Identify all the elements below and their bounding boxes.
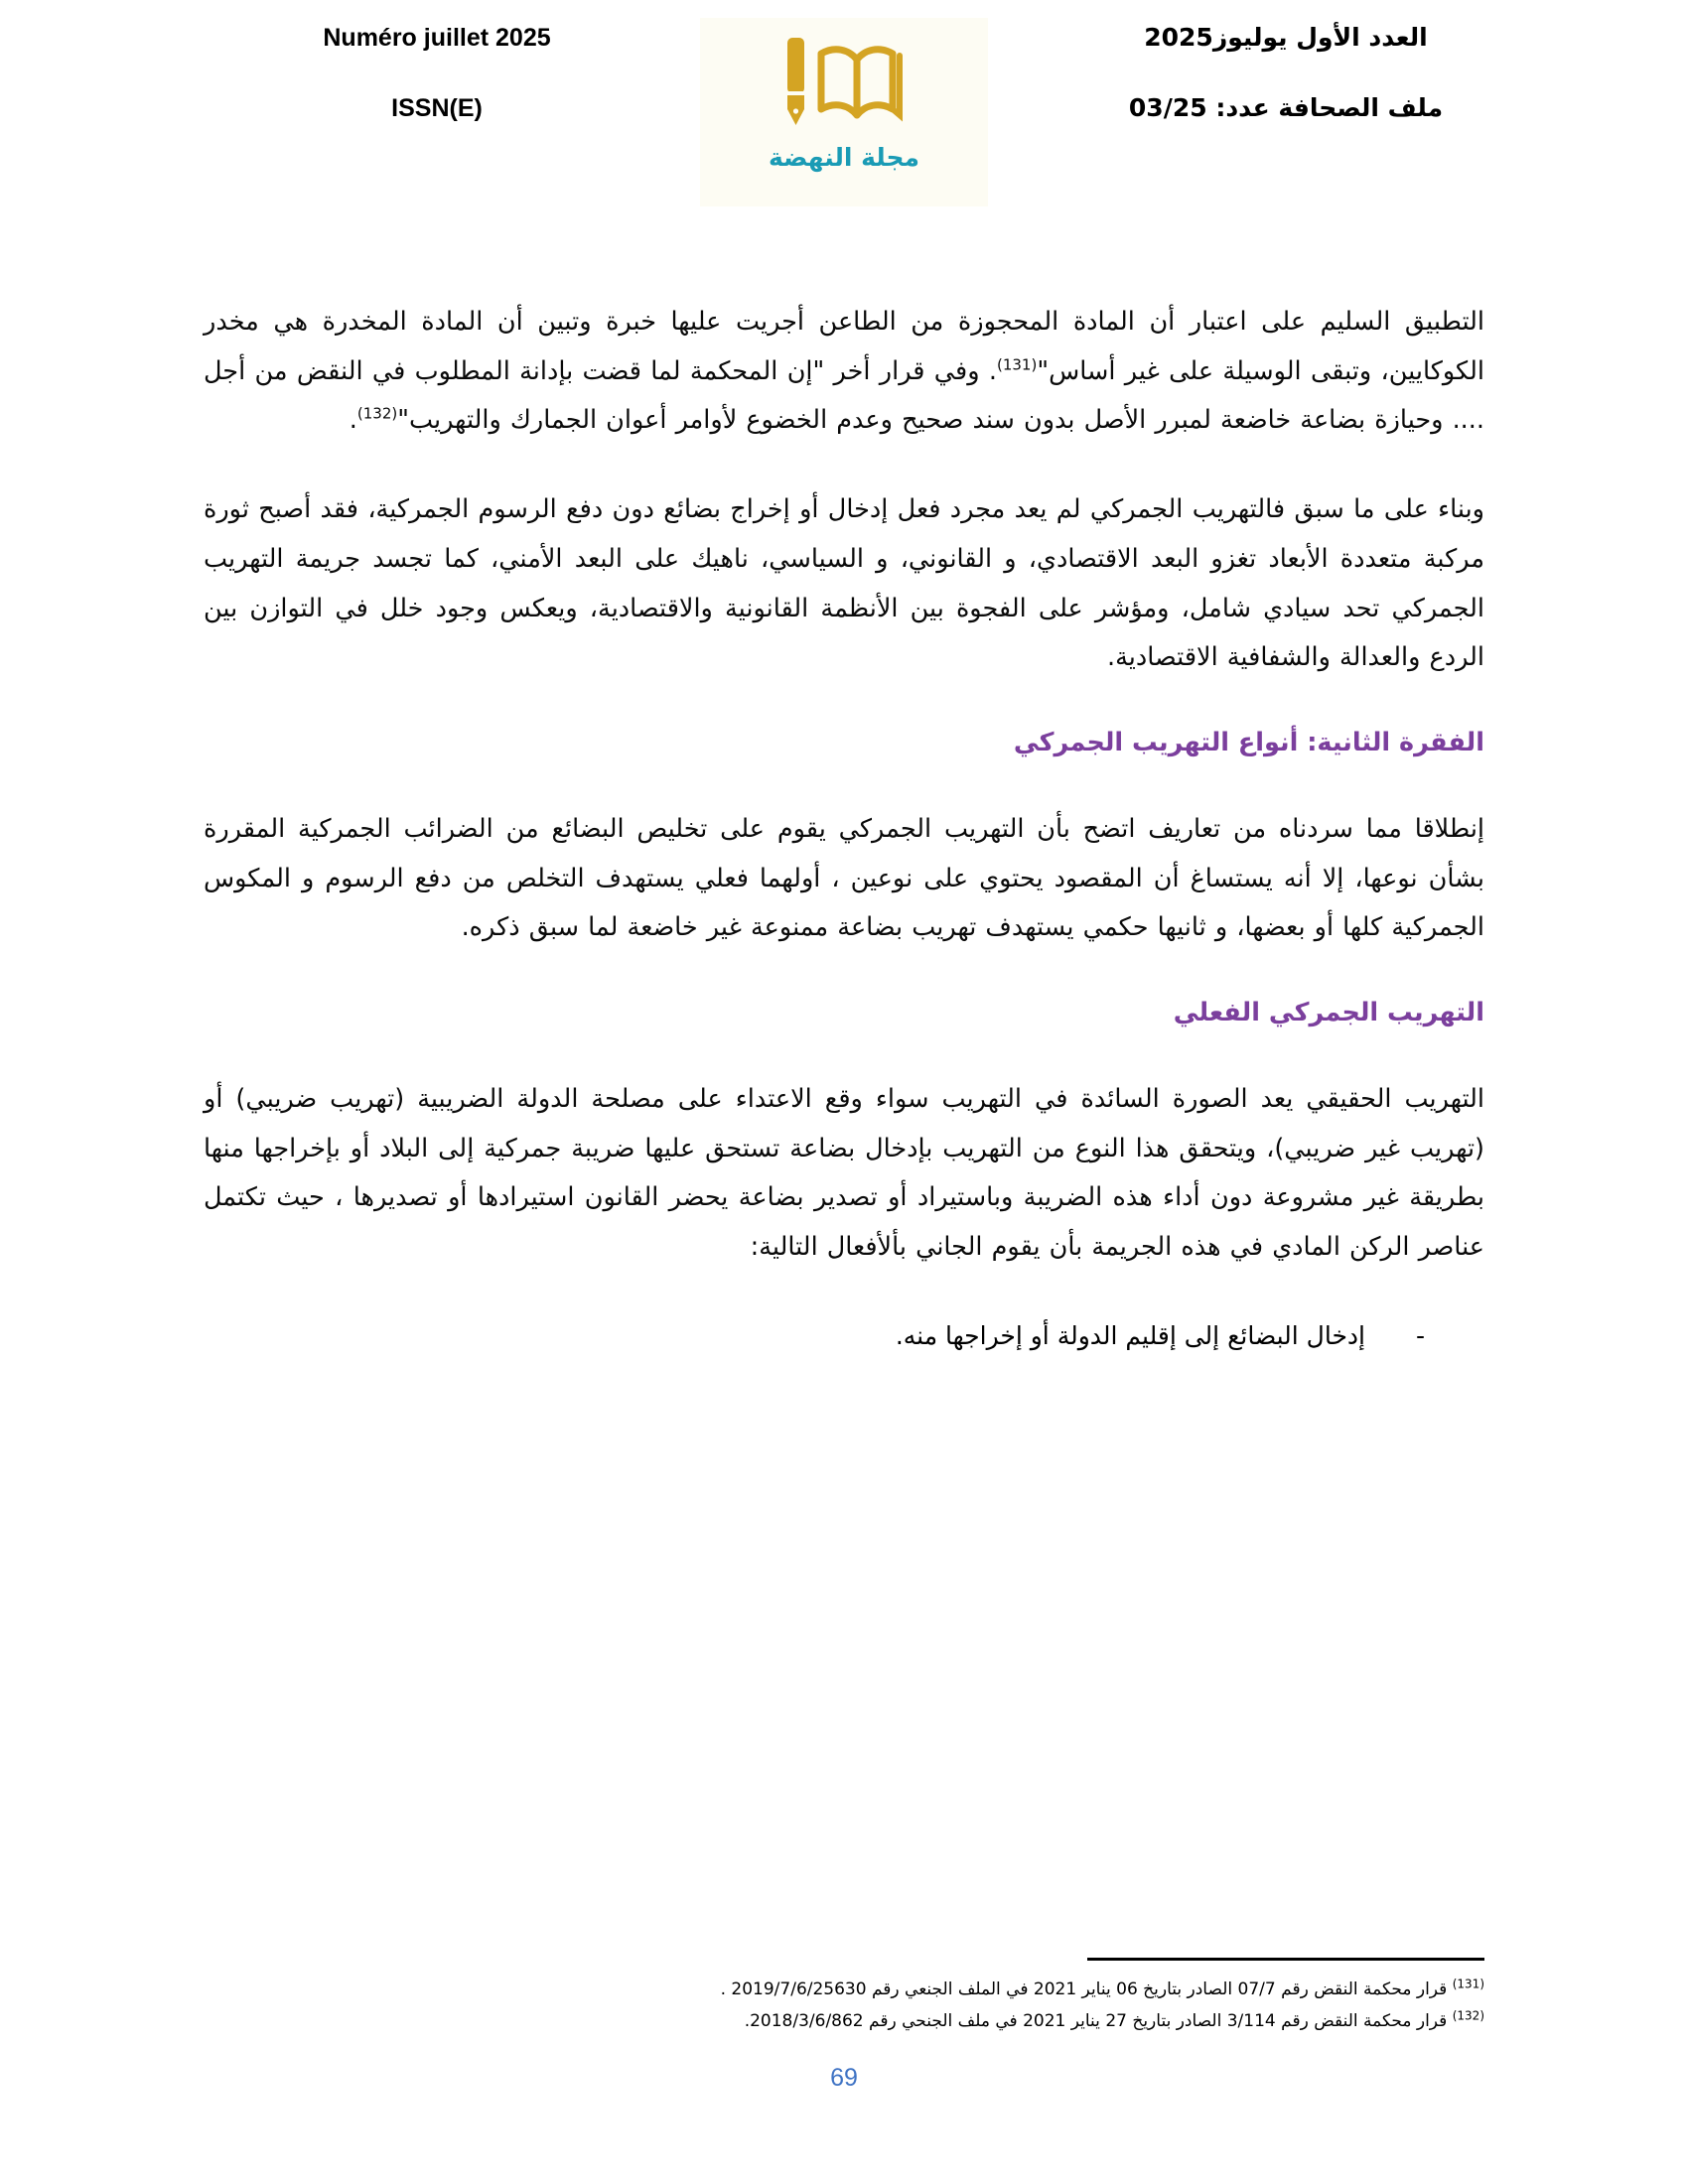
journal-logo-text: مجلة النهضة: [768, 143, 920, 172]
press-file-number: ملف الصحافة عدد: 03/25: [1128, 92, 1444, 122]
page-header: [0, 24, 1688, 222]
journal-logo: [700, 18, 988, 206]
issue-number-french: Numéro juillet 2025: [323, 24, 551, 52]
paragraph-1-text-c: .: [349, 405, 357, 436]
paragraph-1-text-b: . وفي قرار أخر "إن المحكمة لما قضت بإدانة المطلوب في النقض من أجل .... وحيازة بضاعة خاضعة لمبرر الأصل بدون سند صحيح وعدم الخضوع لأوامر أعوان الجمارك والتهريب": [204, 355, 1484, 436]
paragraph-1: [204, 298, 1484, 446]
paragraph-2: وبناء على ما سبق فالتهريب الجمركي لم يعد مجرد فعل إدخال أو إخراج بضائع دون دفع الرسوم الجمركية، فقد أصبح ثورة مركبة متعددة الأبعاد تغزو البعد الاقتصادي، و القانوني، و السياسي، ناهيك على البعد الأمني، كما تجسد جريمة التهريب الجمركي تحد سيادي شامل، ومؤشر على الفجوة بين الأنظمة القانونية والاقتصادية، ويعكس وجود خلل في التوازن بين الردع والعدالة والشفافية الاقتصادية.: [204, 494, 1484, 673]
bullet-list: [204, 1312, 1484, 1360]
footnote-131: [204, 1975, 1484, 2005]
footnote-separator-rule: [1087, 1958, 1484, 1961]
footnote-132: [204, 2006, 1484, 2037]
open-book-with-pen-icon: [770, 30, 918, 141]
paragraph-1-text-a: التطبيق السليم على اعتبار أن المادة المحجوزة من الطاعن أجريت عليها خبرة وتبين أن المادة المخدرة هي مخدر الكوكايين، وتبقى الوسيلة على غير أساس": [204, 307, 1484, 386]
list-item-label: إدخال البضائع إلى إقليم الدولة أو إخراجها منه.: [895, 1320, 1365, 1350]
footnotes-section: [204, 1958, 1484, 2037]
document-body: [204, 298, 1484, 1369]
footnote-132-number: (132): [1452, 2007, 1484, 2022]
issn-label: ISSN(E): [391, 93, 483, 122]
dash-marker: -: [1415, 1320, 1425, 1350]
footnote-ref-132: (132): [356, 404, 398, 423]
header-right-block: [1053, 24, 1519, 123]
issue-number-arabic: العدد الأول يوليوز2025: [1144, 23, 1428, 52]
paragraph-4: التهريب الحقيقي يعد الصورة السائدة في التهريب سواء وقع الاعتداء على مصلحة الدولة الضريبية (تهريب ضريبي) أو (تهريب غير ضريبي)، ويتحقق هذا النوع من التهريب بإدخال بضاعة تستحق عليها ضريبة جمركية إلى البلاد أو بإخراجها منها بطريقة غير مشروعة دون أداء هذه الضريبة وباستيراد أو تصدير بضاعة يحضر القانون استيرادها أو تصديرها ، حيث تكتمل عناصر الركن المادي في هذه الجريمة بأن يقوم الجاني بألأفعال التالية:: [204, 1083, 1484, 1262]
page-number: 69: [830, 2064, 858, 2092]
section-heading-types-of-customs-smuggling: الفقرة الثانية: أنواع التهريب الجمركي: [1013, 728, 1484, 758]
section-heading-actual-customs-smuggling: التهريب الجمركي الفعلي: [1173, 997, 1484, 1027]
footnote-131-number: (131): [1452, 1977, 1484, 1991]
list-item: [204, 1312, 1484, 1360]
footnote-132-text: قرار محكمة النقض رقم 3/114 الصادر بتاريخ 27 يناير 2021 في ملف الجنحي رقم 2018/3/6/862.: [744, 2010, 1448, 2031]
paragraph-3: إنطلاقا مما سردناه من تعاريف اتضح بأن التهريب الجمركي يقوم على تخليص البضائع من الضرائب الجمركية المقررة بشأن نوعها، إلا أنه يستساغ أن المقصود يحتوي على نوعين ، أولهما فعلي يستهدف التخلص من دفع الرسوم و المكوس الجمركية كلها أو بعضها، و ثانيها حكمي يستهدف تهريب بضاعة ممنوعة غير خاضعة لما سبق ذكره.: [204, 813, 1484, 943]
footnote-ref-131: (131): [996, 355, 1038, 374]
footnote-131-text: قرار محكمة النقض رقم 07/7 الصادر بتاريخ 06 يناير 2021 في الملف الجنعي رقم 2019/7/6/25630 .: [720, 1979, 1448, 2000]
header-left-block: [228, 24, 645, 123]
